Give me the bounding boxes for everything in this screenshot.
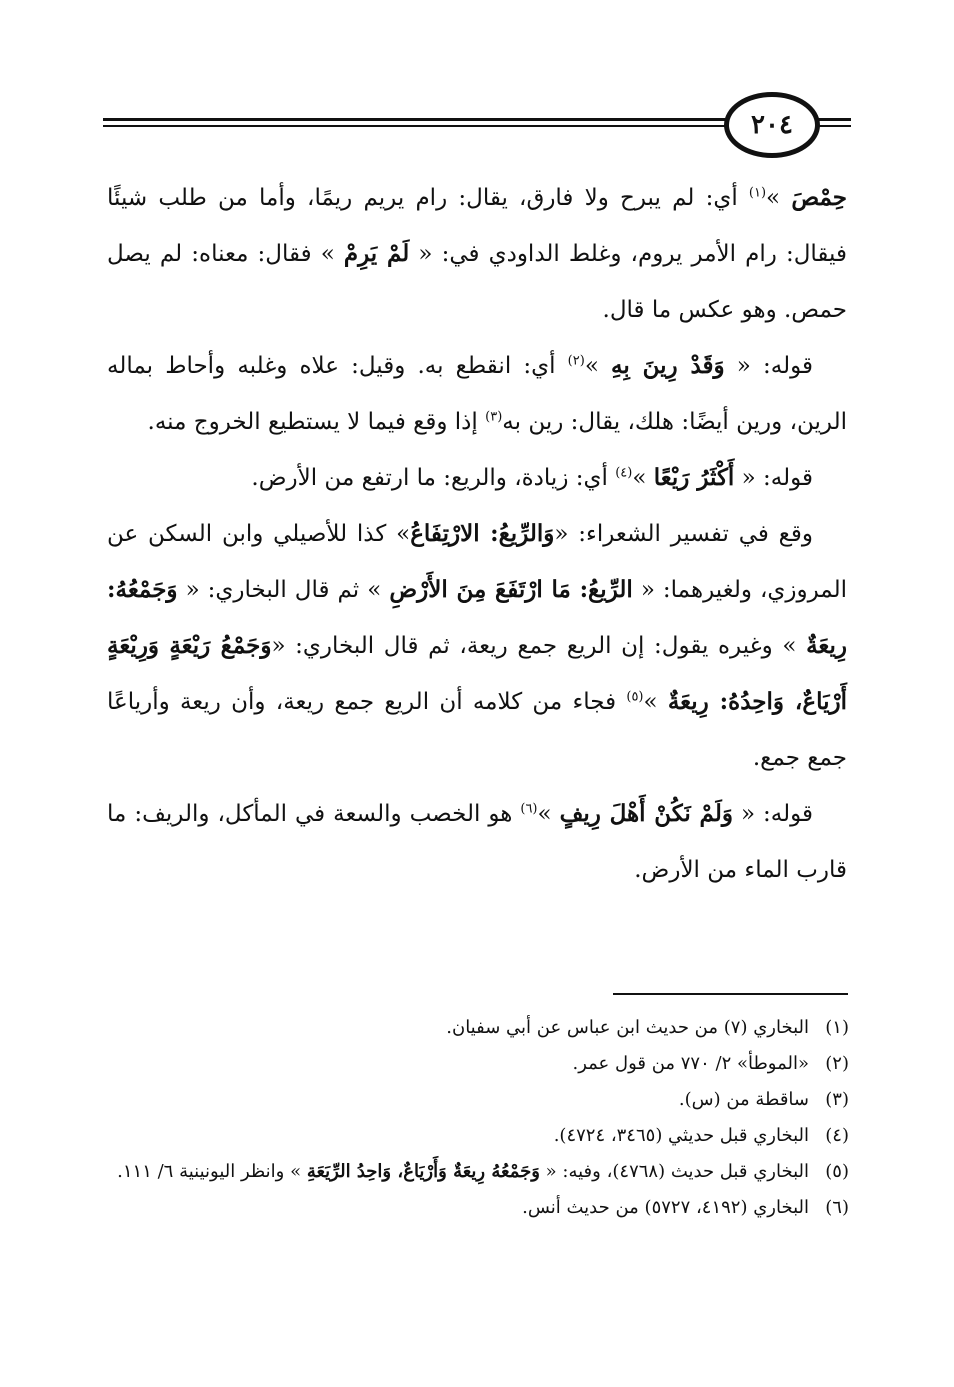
text-run: » وانظر اليونينية ٦/ ١١١.	[117, 1161, 307, 1182]
quoted-text: وَجَمْعُ رَيْعَةٍ وَرِيْعَةٍ أَرْيَاعٌ، وَاحِدُهُ: رِيعَةٌ	[107, 632, 847, 715]
text-run: »	[537, 801, 560, 827]
text-run: قوله: «	[724, 353, 813, 379]
footnote	[107, 1046, 849, 1082]
footnote-text	[107, 1046, 809, 1082]
paragraph	[107, 450, 847, 506]
quoted-text: وَجَمْعُهُ رِيعَةٌ وَأَرْيَاعٌ، وَاحِدُ الرِّيَعَةِ	[306, 1161, 540, 1182]
footnote	[107, 1082, 849, 1118]
page-number: ٢٠٤	[724, 92, 820, 158]
quoted-text: وَجَمْعُهُ: رِيعَةٌ	[107, 576, 848, 659]
footnote-ref: (٤)	[615, 465, 633, 481]
footnote-ref: (٦)	[520, 801, 538, 817]
text-run: » كذا للأصيلي وابن السكن عن المروزي، ولغيرهما: «	[107, 521, 847, 603]
quoted-text: أَكْثَرُ رَيْعًا	[653, 464, 735, 491]
text-run: البخاري (٤١٩٢، ٥٧٢٧) من حديث أنس.	[522, 1197, 809, 1218]
text-run: »	[643, 689, 668, 715]
text-run: هو الخصب والسعة في المأكل، والريف: ما قارب الماء من الأرض.	[107, 801, 847, 883]
text-run: البخاري (٧) من حديث ابن عباس عن أبي سفيان.	[446, 1017, 809, 1038]
footnote-number: (٢)	[825, 1053, 849, 1074]
footnote	[107, 1118, 849, 1154]
quoted-text: وَقَدْ رِينَ بِهِ	[611, 352, 725, 379]
footnote-ref: (٥)	[626, 689, 644, 705]
quoted-text: حِمْصَ	[791, 184, 848, 211]
footnote-text	[107, 1082, 809, 1118]
footnote-number: (٣)	[825, 1089, 849, 1110]
footnote-separator	[613, 993, 848, 995]
footnote-text	[107, 1118, 809, 1154]
footnote-ref: (٣)	[485, 409, 503, 425]
body-text	[107, 170, 847, 898]
footnote-ref: (١)	[748, 185, 767, 201]
text-run: » وغيره يقول: إن الريع جمع ريعة، ثم قال البخاري: «	[271, 633, 807, 659]
text-run: أي: انقطع به. وقيل: علاه وغلبه وأحاط بماله الرين، ورين أيضًا: هلك، يقال: رين به	[107, 353, 847, 435]
text-run: »	[632, 465, 654, 491]
text-run: » فقال: معناه: لم يصل حمص. وهو عكس ما قال.	[107, 241, 847, 323]
text-run: »	[584, 353, 612, 379]
footnote-text	[107, 1190, 809, 1226]
footnote	[107, 1154, 849, 1190]
footnote-text	[107, 1154, 809, 1190]
text-run: » ثم قال البخاري: «	[177, 577, 390, 603]
paragraph	[107, 338, 847, 450]
text-run: أي: زيادة، والريع: ما ارتفع من الأرض.	[251, 465, 616, 491]
quoted-text: وَالرِّيعُ: الارْتِفَاعُ	[410, 520, 555, 547]
text-run: البخاري قبل حديثي (٣٤٦٥، ٤٧٢٤).	[553, 1125, 809, 1146]
footnote-number: (٤)	[825, 1125, 849, 1146]
text-run: قوله: «	[734, 465, 813, 491]
footnote-text	[107, 1010, 809, 1046]
text-run: إذا وقع فيما لا يستطيع الخروج منه.	[147, 409, 486, 435]
paragraph	[107, 786, 847, 898]
paragraph	[107, 506, 847, 786]
quoted-text: وَلَمْ نَكُنْ أَهْلَ رِيفٍ	[559, 800, 733, 827]
footnote-number: (١)	[825, 1017, 849, 1038]
footnote-ref: (٢)	[567, 353, 585, 369]
text-run: قوله: «	[732, 801, 813, 827]
footnote	[107, 1190, 849, 1226]
footnotes	[107, 1010, 849, 1226]
text-run: ساقطة من (س).	[678, 1089, 809, 1110]
text-run: فجاء من كلامه أن الريع جمع ريعة، وأن ريعة وأرياعًا جمع جمع.	[107, 689, 847, 771]
quoted-text: لَمْ يَرِمْ	[343, 240, 410, 267]
footnote	[107, 1010, 849, 1046]
quoted-text: الرِّيعُ: مَا ارْتَفَعَ مِنَ الأَرْضِ	[389, 576, 633, 603]
text-run: »	[766, 185, 792, 211]
text-run: «الموطأ» ٢/ ٧٧٠ من قول عمر.	[572, 1053, 809, 1074]
text-run: البخاري قبل حديث (٤٧٦٨)، وفيه: «	[539, 1161, 809, 1182]
paragraph	[107, 170, 847, 338]
footnote-number: (٦)	[825, 1197, 849, 1218]
footnote-number: (٥)	[825, 1161, 849, 1182]
text-run: أي: لم يبرح ولا فارق، يقال: رام يريم ريمًا، وأما من طلب شيئًا فيقال: رام الأمر يروم، وغلط الداودي في: «	[107, 185, 847, 267]
text-run: وقع في تفسير الشعراء: «	[554, 521, 813, 547]
